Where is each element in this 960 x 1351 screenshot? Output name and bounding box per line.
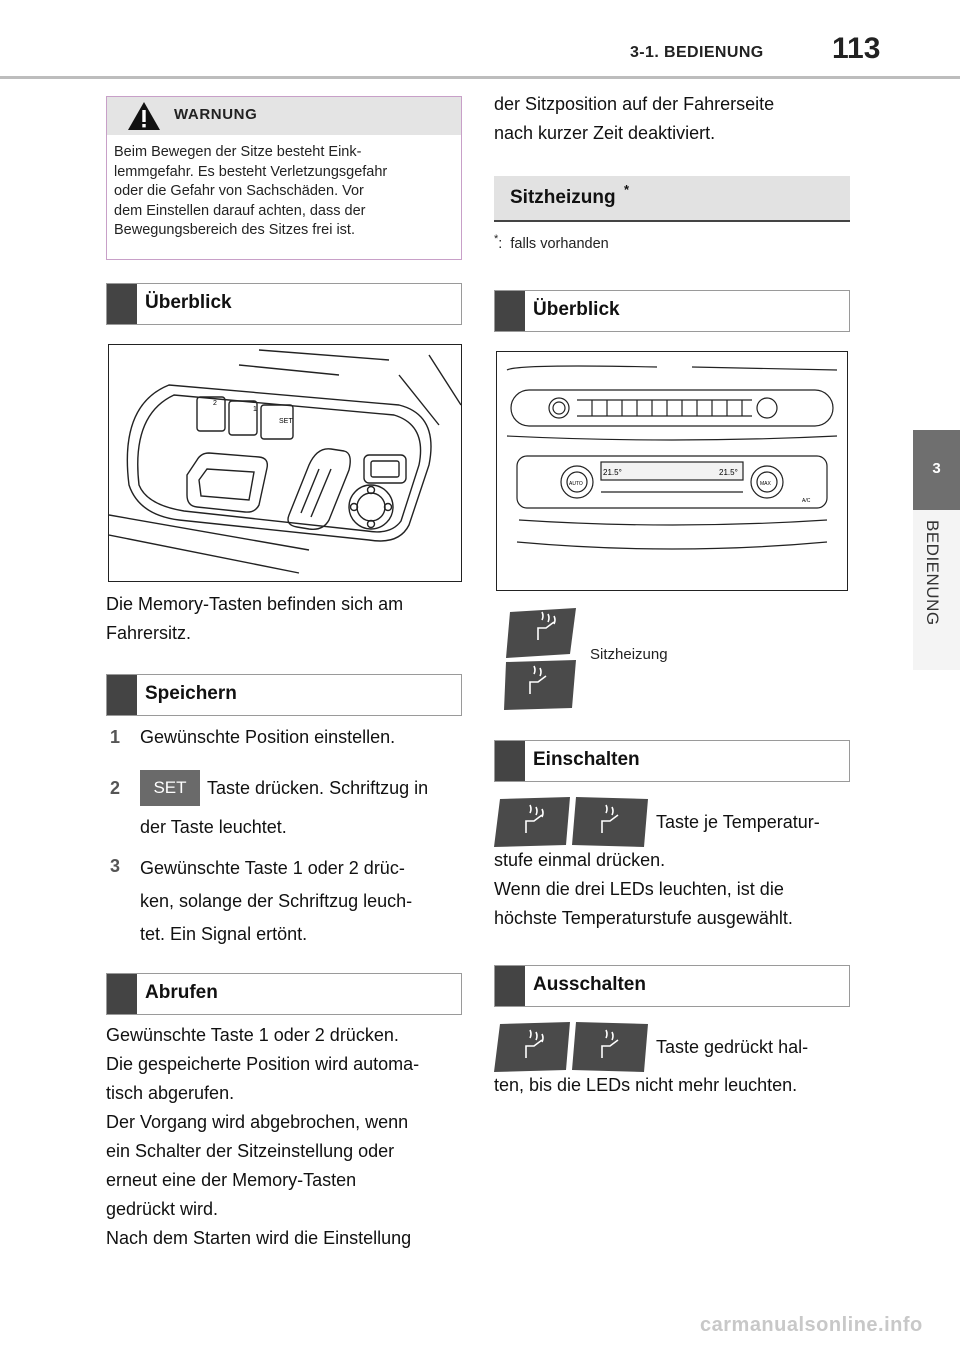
seat-heating-buttons-icon [502,608,582,710]
chapter-label: BEDIENUNG [923,520,942,626]
switch-on-text: stufe einmal drücken. Wenn die drei LEDs leuchten, ist die höchste Temperaturstufe ausgewählt. [494,850,793,928]
header-divider [0,76,960,79]
section-title: 3-1. BEDIENUNG [630,44,764,61]
recall-text: Gewünschte Taste 1 oder 2 drücken. Die gespeicherte Position wird automa- tisch abgerufen. Der Vorgang wird abgebrochen, wenn ein Schalter der Sitzeinstellung oder erneut eine der Memory-Tasten gedrückt wird. Nach dem Starten wird die Einstellung [106,1025,420,1248]
seat-heating-title: Sitzheizung [510,187,616,208]
set-button-icon: SET [140,770,200,806]
step-2-text-1: Taste drücken. Schriftzug in [207,778,429,798]
watermark: carmanualsonline.info [700,1314,923,1336]
memory-button-2-label: 2 [213,400,217,407]
seat-heating-caption: Sitzheizung [590,646,668,663]
ac-label: A/C [802,498,811,504]
heading-overview-memory: Überblick [106,283,462,325]
page-number: 113 [832,32,881,65]
auto-label: AUTO [569,481,583,487]
step-1-number: 1 [110,727,121,747]
switch-off-text-1: Taste gedrückt hal- [656,1037,809,1057]
max-label: MAX [760,481,771,487]
left-temperature: 21.5° [603,468,622,477]
step-2-text-2: der Taste leuchtet. [140,817,287,837]
step-1-text: Gewünschte Position einstellen. [140,727,396,747]
heading-seat-heating [494,176,850,222]
heading-save: Speichern [106,674,462,716]
memory-description: Die Memory-Tasten befinden sich am Fahrersitz. [106,594,404,643]
chapter-number: 3 [932,460,941,477]
continued-text: der Sitzposition auf der Fahrerseite nach kurzer Zeit deaktiviert. [494,94,775,143]
right-temperature: 21.5° [719,468,738,477]
optional-marker: * [624,182,630,197]
memory-buttons-figure [108,344,462,582]
seat-heating-off-buttons-icon [494,1022,650,1072]
switch-on-text-1: Taste je Temperatur- [656,812,820,832]
heading-overview-heating: Überblick [494,290,850,332]
heading-switch-off: Ausschalten [494,965,850,1007]
heading-switch-on: Einschalten [494,740,850,782]
seat-heating-on-buttons-icon [494,797,650,847]
heading-recall: Abrufen [106,973,462,1015]
switch-off-text-2: ten, bis die LEDs nicht mehr leuchten. [494,1075,798,1095]
warning-text: Beim Bewegen der Sitze besteht Eink- lemmgefahr. Es besteht Verletzungsgefahr oder die Gefahr von Sachschäden. Vor dem Einstellen darauf achten, dass der Bewegungsbereich des Sitzes frei ist. [114,144,388,238]
step-3-number: 3 [110,856,121,876]
footnote: *: falls vorhanden [494,233,609,252]
climate-control-illustration [497,352,847,590]
seat-memory-panel-illustration [109,345,461,581]
step-2-number: 2 [110,778,121,798]
step-3-text: Gewünschte Taste 1 oder 2 drüc- ken, solange der Schriftzug leuch- tet. Ein Signal ertönt. [140,858,413,944]
warning-title: WARNUNG [174,106,258,123]
memory-button-1-label: 1 [253,406,257,413]
climate-panel-figure [496,351,848,591]
memory-set-label: SET [279,418,293,425]
warning-triangle-icon [126,100,162,132]
